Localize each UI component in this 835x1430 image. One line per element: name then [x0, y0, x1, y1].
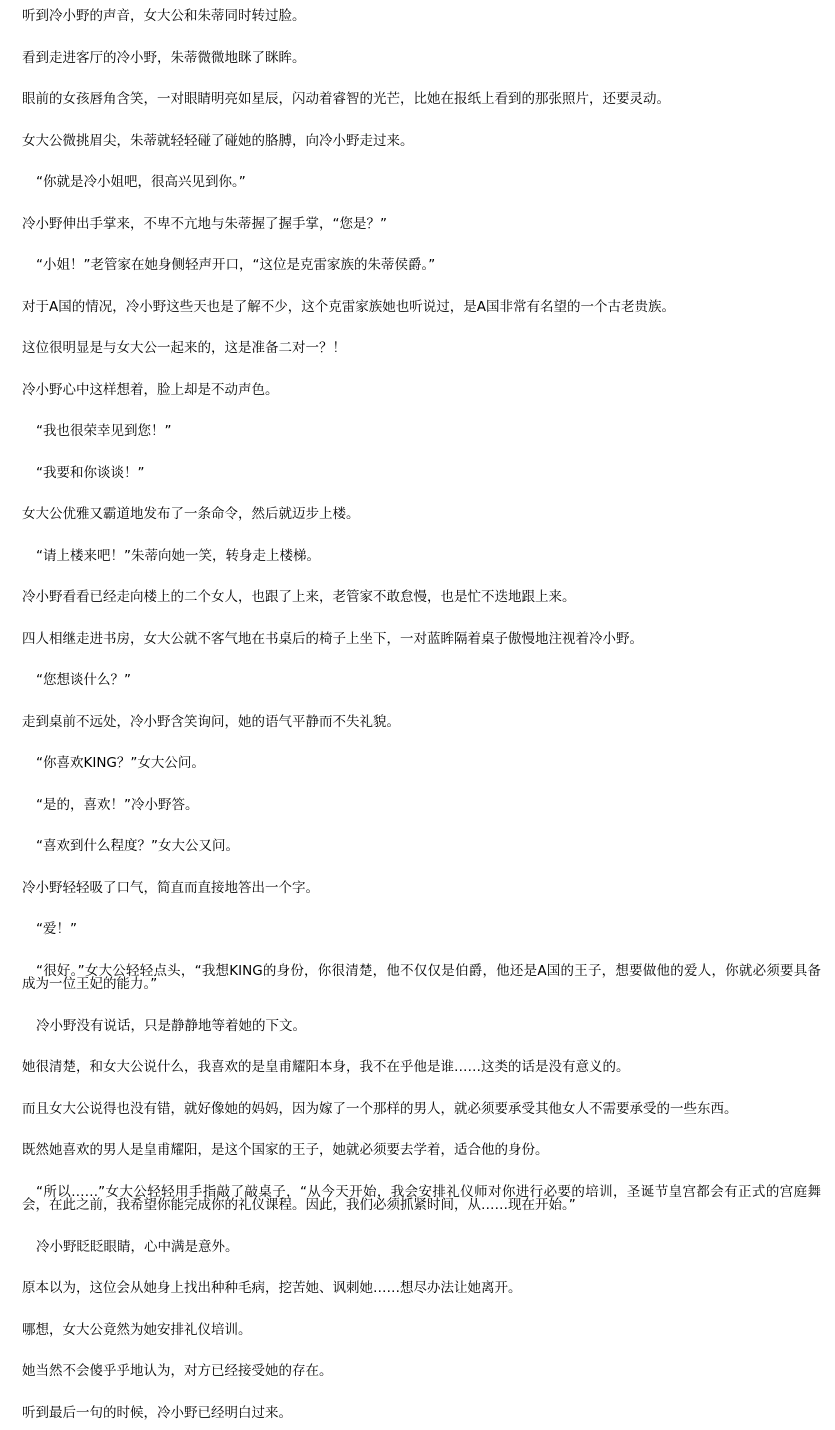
paragraph: 原本以为，这位会从她身上找出种种毛病，挖苦她、讽刺她……想尽办法让她离开。: [22, 1280, 522, 1296]
paragraph: “您想谈什么？”: [36, 672, 131, 688]
paragraph: “我也很荣幸见到您！”: [36, 423, 172, 439]
paragraph: 而且女大公说得也没有错，就好像她的妈妈，因为嫁了一个那样的男人，就必须要承受其他女人不需要承受的一些东西。: [22, 1100, 738, 1117]
paragraph: 女大公微挑眉尖，朱蒂就轻轻碰了碰她的胳膊，向冷小野走过来。: [22, 132, 414, 149]
paragraph: “所以……”女大公轻轻用手指敲了敲桌子，“从今天开始，我会安排礼仪师对你进行必要的培训，圣诞节皇宫都会有正式的宫庭舞会，在此之前，我希望你能完成你的礼仪课程。因此，我们必须抓紧时间，从……现在开始。”: [22, 1183, 821, 1213]
paragraph: “喜欢到什么程度？”女大公又问。: [36, 838, 239, 854]
paragraph: 四人相继走进书房，女大公就不客气地在书桌后的椅子上坐下，一对蓝眸隔着桌子傲慢地注视着冷小野。: [22, 630, 643, 647]
paragraph: 她很清楚，和女大公说什么，我喜欢的是皇甫耀阳本身，我不在乎他是谁……这类的话是没有意义的。: [22, 1059, 630, 1075]
paragraph: “很好。”女大公轻轻点头，“我想KING的身份，你很清楚，他不仅仅是伯爵，他还是A国的王子，想要做他的爱人，你就必须要具备成为一位王妃的能力。”: [22, 962, 821, 992]
paragraph: 看到走进客厅的冷小野，朱蒂微微地眯了眯眸。: [22, 49, 306, 66]
paragraph: 冷小野心中这样想着，脸上却是不动声色。: [22, 381, 279, 398]
paragraph: 对于A国的情况，冷小野这些天也是了解不少，这个克雷家族她也听说过，是A国非常有名望的一个古老贵族。: [22, 298, 675, 315]
paragraph: 听到最后一句的时候，冷小野已经明白过来。: [22, 1404, 292, 1421]
paragraph: 冷小野眨眨眼睛，心中满是意外。: [36, 1238, 239, 1255]
paragraph: “爱！”: [36, 921, 77, 937]
paragraph: 冷小野轻轻吸了口气，简直而直接地答出一个字。: [22, 879, 319, 896]
paragraph: 她当然不会傻乎乎地认为，对方已经接受她的存在。: [22, 1363, 333, 1379]
paragraph: “你就是冷小姐吧，很高兴见到你。”: [36, 174, 246, 190]
paragraph: 这位很明显是与女大公一起来的，这是准备二对一？！: [22, 340, 346, 356]
paragraph: 冷小野伸出手掌来，不卑不亢地与朱蒂握了握手掌，“您是？”: [22, 215, 387, 232]
paragraph: “我要和你谈谈！”: [36, 464, 145, 481]
paragraph: 听到冷小野的声音，女大公和朱蒂同时转过脸。: [22, 8, 306, 24]
paragraph-list: [22, 10, 821, 1420]
paragraph: “你喜欢KING？”女大公问。: [36, 755, 205, 771]
paragraph: 冷小野没有说话，只是静静地等着她的下文。: [36, 1017, 306, 1034]
paragraph: “小姐！”老管家在她身侧轻声开口，“这位是克雷家族的朱蒂侯爵。”: [36, 257, 436, 273]
paragraph: 眼前的女孩唇角含笑，一对眼睛明亮如星辰，闪动着睿智的光芒，比她在报纸上看到的那张照片，还要灵动。: [22, 91, 670, 107]
paragraph: 走到桌前不远处，冷小野含笑询问，她的语气平静而不失礼貌。: [22, 713, 400, 730]
paragraph: 既然她喜欢的男人是皇甫耀阳，是这个国家的王子，她就必须要去学着，适合他的身份。: [22, 1142, 549, 1158]
paragraph: 冷小野看看已经走向楼上的二个女人，也跟了上来，老管家不敢怠慢，也是忙不迭地跟上来。: [22, 589, 576, 605]
paragraph: 哪想，女大公竟然为她安排礼仪培训。: [22, 1321, 252, 1338]
paragraph: “请上楼来吧！”朱蒂向她一笑，转身走上楼梯。: [36, 547, 320, 564]
paragraph: 女大公优雅又霸道地发布了一条命令，然后就迈步上楼。: [22, 506, 360, 522]
paragraph: “是的，喜欢！”冷小野答。: [36, 796, 199, 813]
